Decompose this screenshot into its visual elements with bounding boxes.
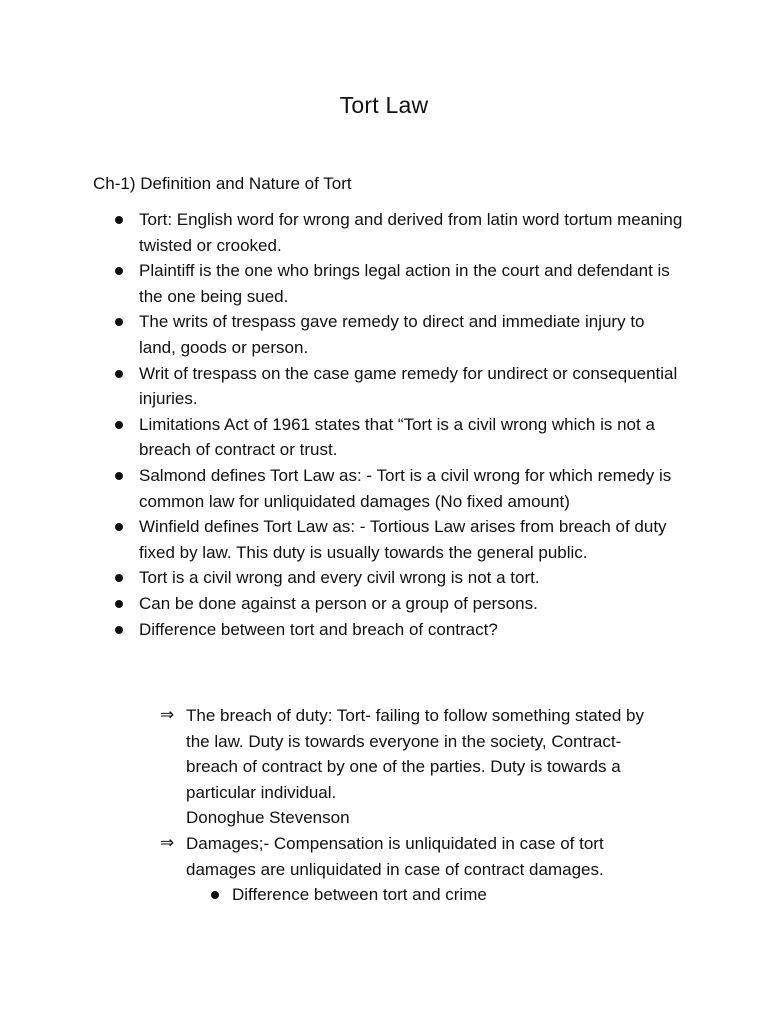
list-item bbox=[0, 361, 684, 412]
bullet-list bbox=[0, 207, 768, 642]
list-item bbox=[0, 258, 684, 309]
bullet-icon bbox=[115, 626, 123, 634]
list-item-text: Plaintiff is the one who brings legal action in the court and defendant is the one being sued. bbox=[139, 261, 670, 306]
sub-points-block bbox=[0, 703, 768, 908]
bullet-icon bbox=[115, 267, 123, 275]
bullet-icon bbox=[115, 472, 123, 480]
bullet-icon bbox=[115, 600, 123, 608]
implies-arrow-icon: ⇒ bbox=[160, 832, 175, 853]
list-item bbox=[0, 463, 684, 514]
bullet-icon bbox=[115, 523, 123, 531]
bullet-icon bbox=[211, 891, 219, 899]
bullet-icon bbox=[115, 421, 123, 429]
sub-point-text: The breach of duty: Tort- failing to follow something stated by the law. Duty is towards everyone in the society, Contract- breach of contract by one of the parties. Duty is towards a particular individual. bbox=[186, 706, 644, 802]
list-item bbox=[0, 309, 684, 360]
list-item-text: Tort is a civil wrong and every civil wrong is not a tort. bbox=[139, 568, 540, 588]
list-item-text: Difference between tort and breach of contract? bbox=[139, 619, 498, 639]
list-item-text: Can be done against a person or a group of persons. bbox=[139, 593, 538, 613]
list-item-text: Winfield defines Tort Law as: - Tortious Law arises from breach of duty fixed by law. This duty is usually towards the general public. bbox=[139, 517, 667, 562]
list-item bbox=[0, 514, 684, 565]
list-item bbox=[0, 565, 684, 591]
bullet-icon bbox=[115, 370, 123, 378]
list-item bbox=[0, 591, 684, 617]
nested-list-item bbox=[0, 882, 672, 908]
bullet-icon bbox=[115, 574, 123, 582]
list-item-text: Writ of trespass on the case game remedy for undirect or consequential injuries. bbox=[139, 363, 678, 409]
sub-point-text: Damages;- Compensation is unliquidated in case of tort damages are unliquidated in case of contract damages. bbox=[186, 833, 604, 879]
sub-point bbox=[0, 703, 666, 831]
sub-point-note: Donoghue Stevenson bbox=[186, 808, 350, 828]
list-item-text: Salmond defines Tort Law as: - Tort is a civil wrong for which remedy is common law for unliquidated damages (No fixed amount) bbox=[139, 465, 672, 511]
list-item bbox=[0, 412, 684, 463]
bullet-icon bbox=[115, 216, 123, 224]
list-item-text: Limitations Act of 1961 states that “Tort is a civil wrong which is not a breach of contract or trust. bbox=[139, 414, 655, 460]
bullet-icon bbox=[115, 318, 123, 326]
document-title: Tort Law bbox=[339, 92, 429, 118]
list-item-text: The writs of trespass gave remedy to direct and immediate injury to land, goods or person. bbox=[139, 312, 645, 357]
chapter-heading: Ch-1) Definition and Nature of Tort bbox=[93, 174, 352, 193]
list-item bbox=[0, 617, 684, 643]
sub-point bbox=[0, 831, 666, 882]
list-item bbox=[0, 207, 684, 258]
list-item-text: Tort: English word for wrong and derived from latin word tortum meaning twisted or crooked. bbox=[139, 210, 683, 255]
implies-arrow-icon: ⇒ bbox=[160, 705, 175, 725]
nested-list-item-text: Difference between tort and crime bbox=[232, 885, 487, 905]
